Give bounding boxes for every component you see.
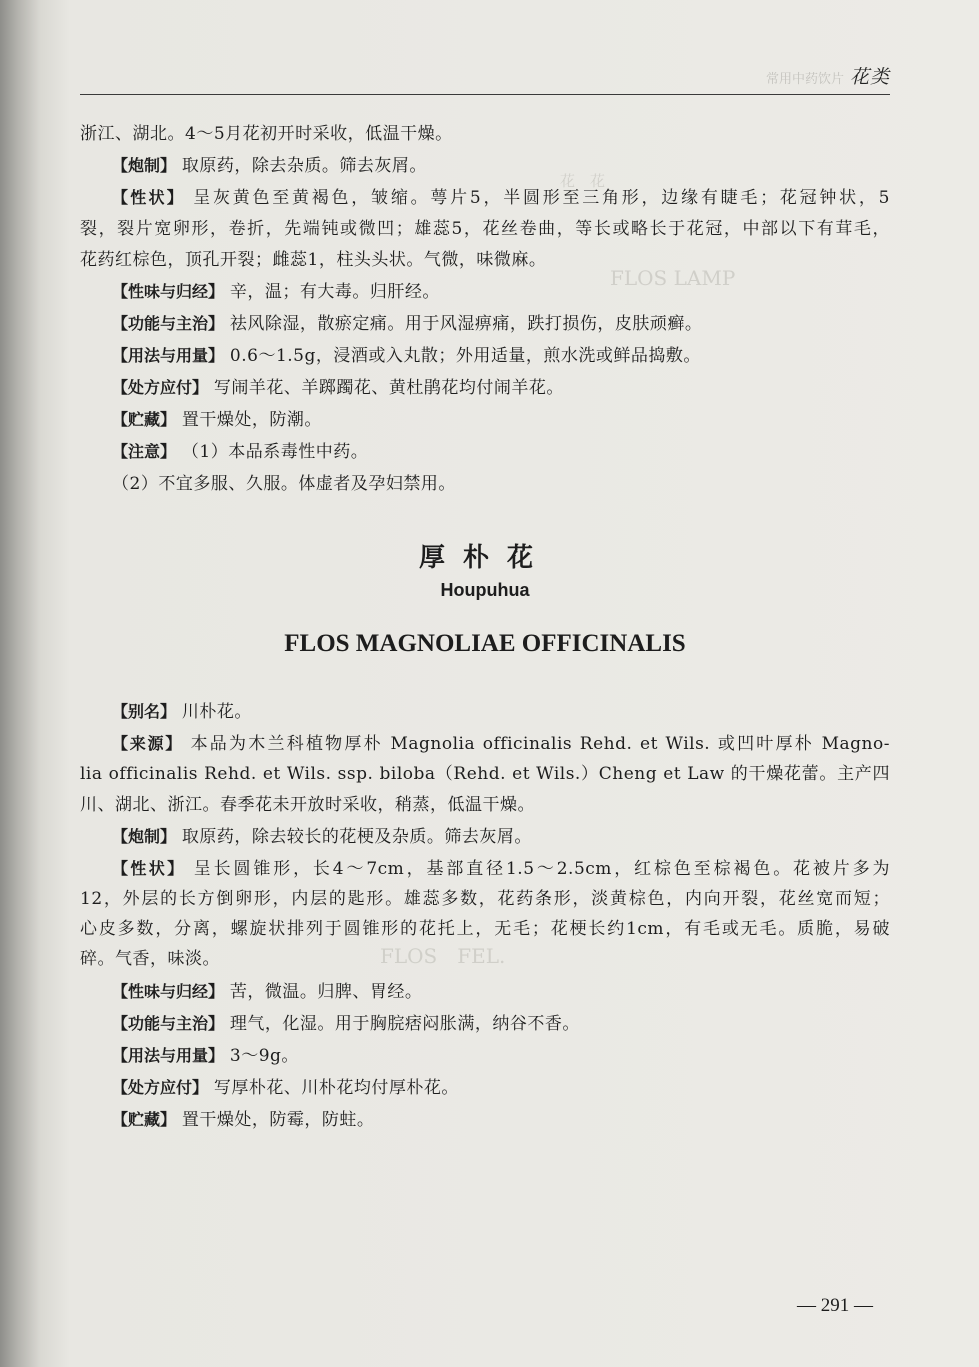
source-l1 [112,732,890,756]
storage-text: 置干燥处，防霉，防蛀。 [181,1110,375,1130]
nature-text: 苦，微温。归脾、胃经。 [229,982,423,1002]
prev-description-label: 【性状】 [112,188,186,207]
prev-caution [112,440,890,464]
nature [112,980,890,1004]
dosage-label: 【用法与用量】 [112,1046,225,1065]
prev-storage-label: 【贮藏】 [112,410,177,429]
prev-description-l3: 花药红棕色，顶孔开裂；雌蕊1，柱头头状。气微，味微麻。 [80,250,547,270]
prev-description-l2: 裂，裂片宽卵形，卷折，先端钝或微凹；雄蕊5，花丝卷曲，等长或略长于花冠，中部以下有茸毛， [80,219,890,239]
prev-origin-line: 浙江、湖北。4～5月花初开时采收，低温干燥。 [80,124,453,144]
function [112,1012,890,1036]
prev-function-label: 【功能与主治】 [112,314,225,333]
page-number: — 291 — [797,1295,873,1316]
prev-prescription [112,376,890,400]
prev-prescription-label: 【处方应付】 [112,378,209,397]
prev-dosage-text: 0.6～1.5g，浸酒或入丸散；外用适量，煎水洗或鲜品捣敷。 [229,346,701,366]
description-text-1: 呈长圆锥形，长4～7cm，基部直径1.5～2.5cm，红棕色至棕褐色。花被片多为 [193,859,891,879]
prescription-label: 【处方应付】 [112,1078,209,1097]
prev-description-text-1: 呈灰黄色至黄褐色，皱缩。萼片5，半圆形至三角形，边缘有睫毛；花冠钟状，5 [193,188,890,208]
entry-title-cn: 厚朴花 [418,543,551,573]
prev-processing-text: 取原药，除去杂质。筛去灰屑。 [181,156,427,176]
function-label: 【功能与主治】 [112,1014,225,1033]
source-label: 【来源】 [112,734,183,753]
entry-title-latin: FLOS MAGNOLIAE OFFICINALIS [284,630,686,657]
storage [112,1108,890,1132]
nature-label: 【性味与归经】 [112,982,225,1001]
prev-caution-2: （2）不宜多服、久服。体虚者及孕妇禁用。 [112,474,456,494]
processing-text: 取原药，除去较长的花梗及杂质。筛去灰屑。 [181,827,532,847]
description-label: 【性状】 [112,859,186,878]
alias-label: 【别名】 [112,702,177,721]
prev-processing-label: 【炮制】 [112,156,177,175]
entry-title-pinyin: Houpuhua [440,580,530,600]
processing-label: 【炮制】 [112,827,177,846]
alias-text: 川朴花。 [181,702,252,722]
prev-storage [112,408,890,432]
section-title: 花类 [849,66,890,88]
prescription [112,1076,890,1100]
description-l1 [112,857,890,881]
description-l3: 心皮多数，分离，螺旋状排列于圆锥形的花托上，无毛；花梗长约1cm，有毛或无毛。质脆，易破 [80,919,890,939]
description-l2: 12，外层的长方倒卵形，内层的匙形。雄蕊多数，花药条形，淡黄棕色，内向开裂，花丝宽而短； [80,889,890,909]
prev-nature [112,280,890,304]
storage-label: 【贮藏】 [112,1110,177,1129]
function-text: 理气，化湿。用于胸脘痞闷胀满，纳谷不香。 [229,1014,580,1034]
description-l4: 碎。气香，味淡。 [80,949,220,969]
source-l2: lia officinalis Rehd. et Wils. ssp. biloba（Rehd. et Wils.）Cheng et Law 的干燥花蕾。主产四 [80,764,890,784]
prescription-text: 写厚朴花、川朴花均付厚朴花。 [213,1078,459,1098]
alias [112,700,890,724]
prev-function-text: 祛风除湿，散瘀定痛。用于风湿痹痛，跌打损伤，皮肤顽癣。 [229,314,703,334]
dosage [112,1044,890,1068]
prev-processing [112,154,890,178]
source-text-1: 本品为木兰科植物厚朴 Magnolia officinalis Rehd. et Wils. 或凹叶厚朴 Magno- [190,734,890,754]
prev-nature-label: 【性味与归经】 [112,282,225,301]
dosage-text: 3～9g。 [229,1046,299,1066]
book-page: 花 花 FLOS LAMP FLOS FEL. 常用中药饮片 花类 浙江、湖北。4～5月花初开时采收，低温干燥。 【炮制】 取原药，除去杂质。筛去灰屑。 【性状】 呈灰黄色至黄褐色，皱缩。萼片5，半圆形至三角形，边缘有睫毛；花冠钟状，5 裂，裂片宽卵形，卷折，先端钝或微凹；雄蕊5，花丝卷曲，等长或略长于花冠，中部以下有茸毛， 花药红棕色，顶孔开裂；雌蕊1，柱头头状。气微，味微麻。 【性味与归经】 辛，温；有大毒。归肝经。 【功能与主治】 祛风除湿，散瘀定痛。用于风湿痹痛，跌打损伤，皮肤顽癣。 【用法与用量】 0.6～1.5g，浸酒或入丸散；外用适量，煎水洗或鲜品捣敷。 【处方应付】 写闹羊花、羊踯躅花、黄杜鹃花均付闹羊花。 【贮藏】 置干燥处，防潮。 【注意】 （1）本品系毒性中药。 （2）不宜多服、久服。体虚者及孕妇禁用。 厚朴花 Houpuhua FLOS MAGNOLIAE OFFICINALIS 【别名】 川朴花。 【来源】 本品为木兰科植物厚朴 Magnolia officinalis Rehd. et Wils. 或凹叶厚朴 Magno- lia officinalis Rehd. et Wils. ssp. biloba（Rehd. et Wils.）Cheng et Law 的干燥花蕾。主产四 川、湖北、浙江。春季花未开放时采收，稍蒸，低温干燥。 【炮制】 取原药，除去较长的花梗及杂质。筛去灰屑。 【性状】 呈长圆锥形，长4～7cm，基部直径1.5～2.5cm，红棕色至棕褐色。花被片多为 12，外层的长方倒卵形，内层的匙形。雄蕊多数，花药条形，淡黄棕色，内向开裂，花丝宽而短； 心皮多数，分离，螺旋状排列于圆锥形的花托上，无毛；花梗长约1cm，有毛或无毛。质脆，易破 碎。气香，味淡。 【性味与归经】 苦，微温。归脾、胃经。 【功能与主治】 理气，化湿。用于胸脘痞闷胀满，纳谷不香。 【用法与用量】 3～9g。 【处方应付】 写厚朴花、川朴花均付厚朴花。 【贮藏】 置干燥处，防霉，防蛀。 — 291 — [0,0,979,1367]
prev-storage-text: 置干燥处，防潮。 [181,410,322,430]
prev-dosage [112,344,890,368]
source-l3: 川、湖北、浙江。春季花未开放时采收，稍蒸，低温干燥。 [80,795,535,815]
processing [112,825,890,849]
prev-prescription-text: 写闹羊花、羊踯躅花、黄杜鹃花均付闹羊花。 [213,378,564,398]
header-ghost-text: 常用中药饮片 [765,72,844,87]
prev-function [112,312,890,336]
prev-caution-label: 【注意】 [112,442,177,461]
prev-caution-text-1: （1）本品系毒性中药。 [181,442,369,462]
prev-description-l1 [112,186,890,210]
running-header [80,58,890,95]
prev-nature-text: 辛，温；有大毒。归肝经。 [229,282,440,302]
prev-dosage-label: 【用法与用量】 [112,346,225,365]
